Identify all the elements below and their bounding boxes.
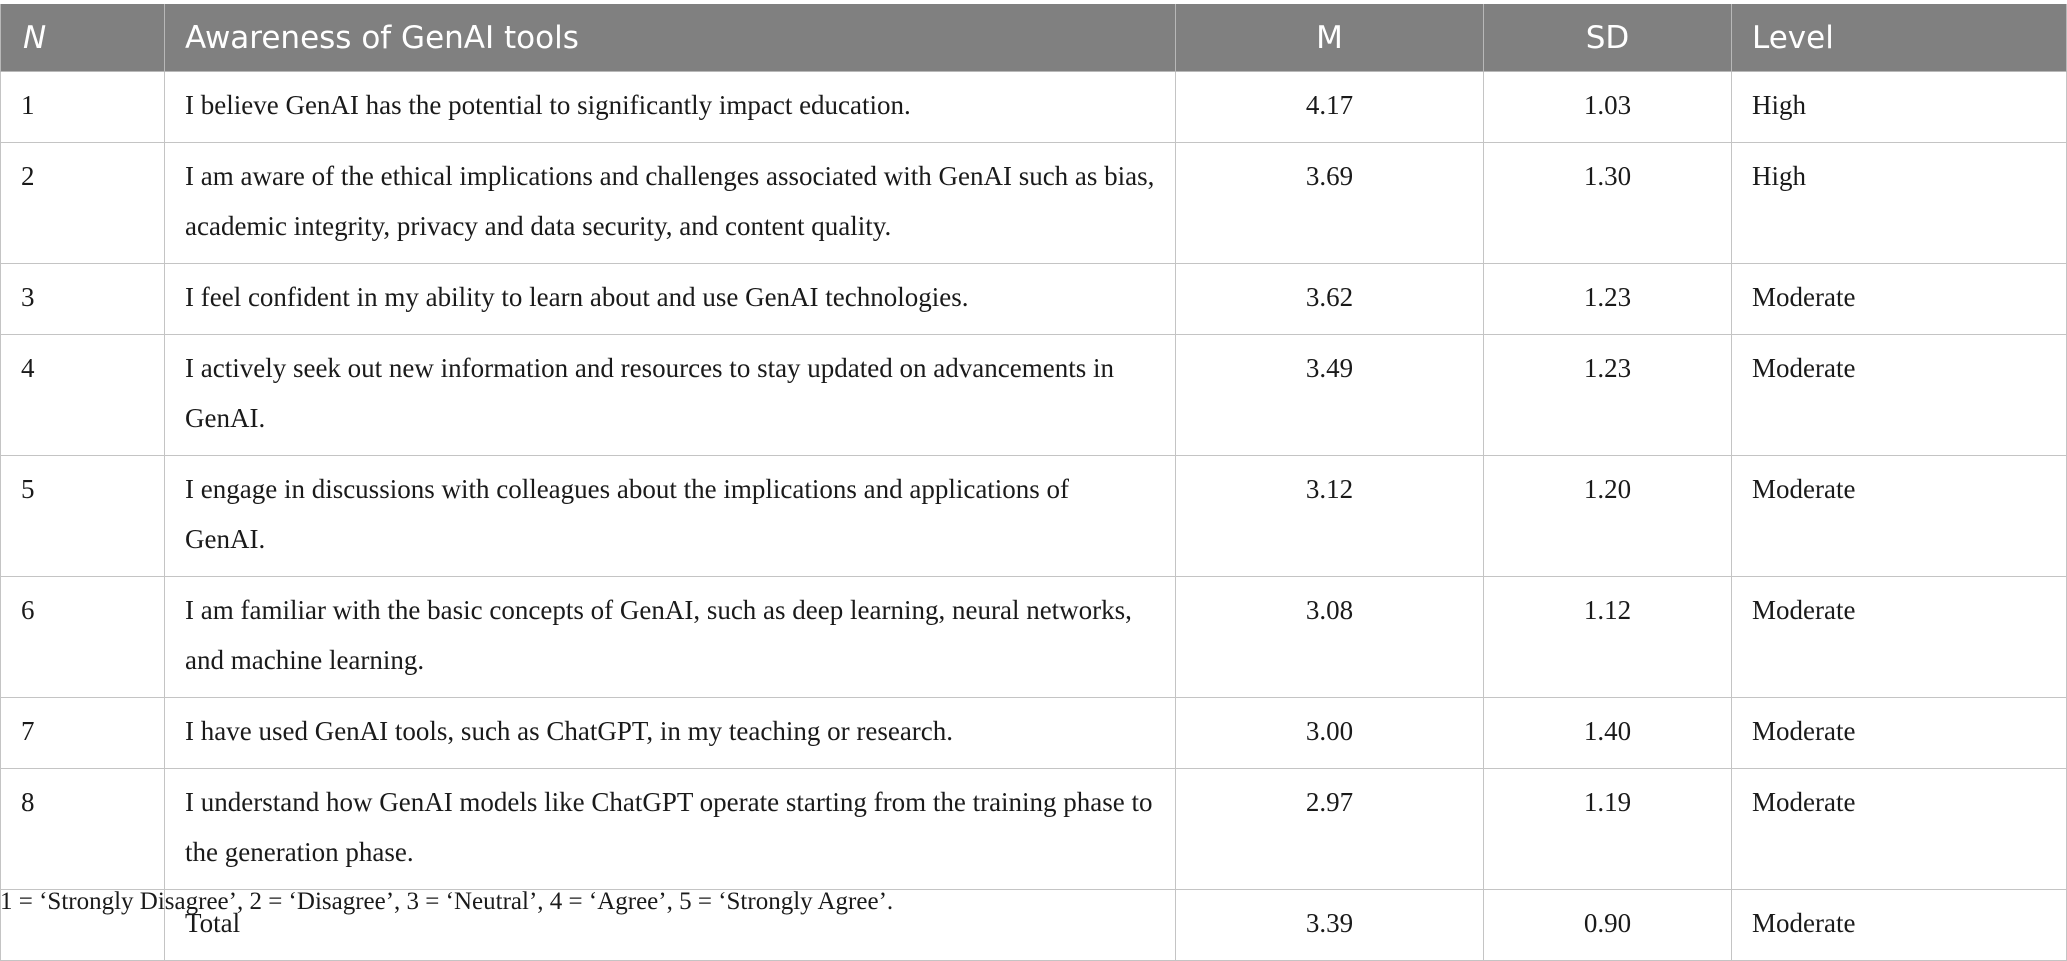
cell-sd-text: 1.03 — [1583, 90, 1632, 120]
cell-n-text: 5 — [21, 474, 35, 504]
awareness-table — [0, 4, 2067, 961]
cell-n — [1, 456, 165, 577]
cell-item — [165, 769, 1176, 890]
table-row — [1, 264, 2067, 335]
cell-item — [165, 456, 1176, 577]
cell-item-text: I feel confident in my ability to learn about and use GenAI technologies. — [185, 282, 969, 312]
cell-n-text: 4 — [21, 353, 35, 383]
cell-level-text: High — [1752, 90, 1806, 120]
table-header — [1, 4, 2067, 72]
cell-level — [1732, 456, 2067, 577]
cell-level-text: Moderate — [1752, 282, 1856, 312]
cell-sd — [1484, 698, 1732, 769]
cell-level — [1732, 264, 2067, 335]
cell-m — [1176, 769, 1484, 890]
cell-n — [1, 577, 165, 698]
cell-level — [1732, 335, 2067, 456]
cell-item — [165, 143, 1176, 264]
cell-n-text: 7 — [21, 716, 35, 746]
cell-n — [1, 143, 165, 264]
cell-n — [1, 335, 165, 456]
cell-sd-text: 0.90 — [1583, 908, 1632, 938]
cell-item — [165, 577, 1176, 698]
cell-level-text: Moderate — [1752, 595, 1856, 625]
cell-n — [1, 769, 165, 890]
cell-item-text: I believe GenAI has the potential to significantly impact education. — [185, 90, 911, 120]
cell-sd — [1484, 577, 1732, 698]
header-item: Awareness of GenAI tools — [165, 4, 1176, 72]
header-sd: SD — [1484, 4, 1732, 72]
cell-n-text: 1 — [21, 90, 35, 120]
table-row — [1, 577, 2067, 698]
cell-level-text: Moderate — [1752, 908, 1856, 938]
cell-item — [165, 335, 1176, 456]
cell-sd — [1484, 456, 1732, 577]
cell-m-text: 2.97 — [1305, 787, 1354, 817]
cell-level — [1732, 577, 2067, 698]
cell-level-text: Moderate — [1752, 787, 1856, 817]
cell-n — [1, 264, 165, 335]
cell-m-text: 3.49 — [1305, 353, 1354, 383]
cell-m-text: 3.12 — [1305, 474, 1354, 504]
cell-sd-text: 1.40 — [1583, 716, 1632, 746]
header-row — [1, 4, 2067, 72]
cell-sd — [1484, 769, 1732, 890]
cell-item-text: I engage in discussions with colleagues about the implications and applications of GenAI. — [185, 474, 1070, 554]
cell-sd-text: 1.19 — [1583, 787, 1632, 817]
cell-sd — [1484, 890, 1732, 961]
cell-level — [1732, 72, 2067, 143]
cell-sd — [1484, 143, 1732, 264]
cell-level-text: Moderate — [1752, 474, 1856, 504]
table-row — [1, 335, 2067, 456]
cell-m-text: 3.39 — [1305, 908, 1354, 938]
cell-m — [1176, 72, 1484, 143]
awareness-table-container — [0, 4, 2067, 961]
cell-item — [165, 698, 1176, 769]
cell-m — [1176, 335, 1484, 456]
cell-m-text: 4.17 — [1305, 90, 1354, 120]
cell-item — [165, 72, 1176, 143]
table-footnote: 1 = ‘Strongly Disagree’, 2 = ‘Disagree’, 3 = ‘Neutral’, 4 = ‘Agree’, 5 = ‘Strongly Agree’. — [0, 888, 894, 915]
header-m: M — [1176, 4, 1484, 72]
cell-level — [1732, 143, 2067, 264]
cell-n-text: 3 — [21, 282, 35, 312]
cell-n-text: 6 — [21, 595, 35, 625]
cell-sd-text: 1.12 — [1583, 595, 1632, 625]
table-row — [1, 698, 2067, 769]
cell-item — [165, 264, 1176, 335]
cell-sd-text: 1.23 — [1583, 353, 1632, 383]
cell-level — [1732, 698, 2067, 769]
cell-sd — [1484, 335, 1732, 456]
cell-total-label: Total — [185, 908, 241, 938]
cell-item-text: I actively seek out new information and resources to stay updated on advancements in GenAI. — [185, 353, 1114, 433]
table-row — [1, 143, 2067, 264]
table-body — [1, 72, 2067, 961]
table-row — [1, 769, 2067, 890]
header-n: N — [1, 4, 165, 72]
cell-sd-text: 1.20 — [1583, 474, 1632, 504]
table-row — [1, 72, 2067, 143]
cell-sd — [1484, 72, 1732, 143]
table-row — [1, 456, 2067, 577]
cell-m-text: 3.69 — [1305, 161, 1354, 191]
cell-n-text: 2 — [21, 161, 35, 191]
cell-item-text: I am familiar with the basic concepts of GenAI, such as deep learning, neural networks, and machine learning. — [185, 595, 1132, 675]
cell-sd — [1484, 264, 1732, 335]
cell-item-text: I understand how GenAI models like ChatGPT operate starting from the training phase to the generation phase. — [185, 787, 1153, 867]
header-level: Level — [1732, 4, 2067, 72]
cell-level-text: High — [1752, 161, 1806, 191]
cell-n — [1, 698, 165, 769]
cell-level-text: Moderate — [1752, 716, 1856, 746]
cell-m — [1176, 456, 1484, 577]
cell-item-text: I have used GenAI tools, such as ChatGPT, in my teaching or research. — [185, 716, 954, 746]
cell-m — [1176, 698, 1484, 769]
cell-n-text: 8 — [21, 787, 35, 817]
cell-m-text: 3.00 — [1305, 716, 1354, 746]
cell-m — [1176, 264, 1484, 335]
cell-n — [1, 72, 165, 143]
cell-level — [1732, 769, 2067, 890]
cell-m — [1176, 143, 1484, 264]
cell-m-text: 3.08 — [1305, 595, 1354, 625]
cell-sd-text: 1.23 — [1583, 282, 1632, 312]
cell-level-text: Moderate — [1752, 353, 1856, 383]
cell-level — [1732, 890, 2067, 961]
cell-m — [1176, 577, 1484, 698]
cell-item-text: I am aware of the ethical implications and challenges associated with GenAI such as bias, academic integrity, privacy and data security, and content quality. — [185, 161, 1155, 241]
cell-m-text: 3.62 — [1305, 282, 1354, 312]
cell-sd-text: 1.30 — [1583, 161, 1632, 191]
cell-m — [1176, 890, 1484, 961]
